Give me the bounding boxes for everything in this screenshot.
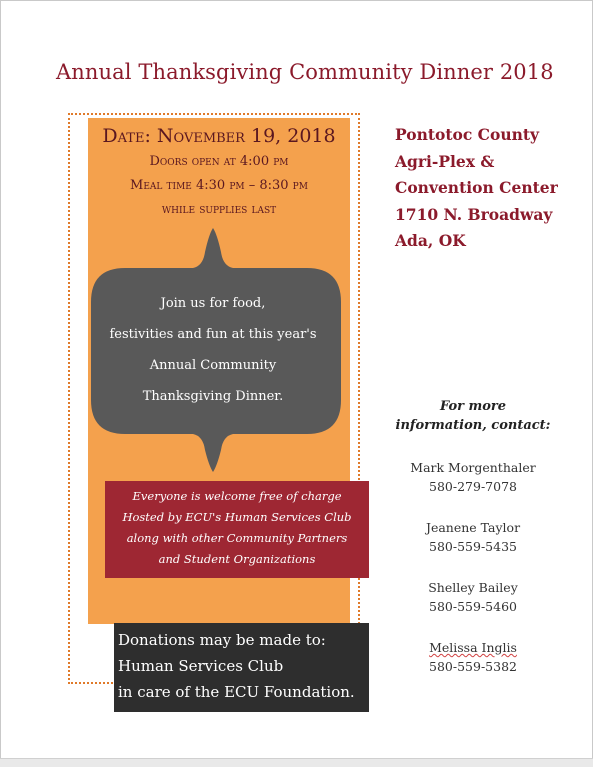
invitation-line: Annual Community — [149, 358, 277, 373]
contact-name: Mark Morgenthaler — [410, 460, 536, 475]
flyer-title: Annual Thanksgiving Community Dinner 2018 — [56, 60, 554, 84]
contact-name: Melissa Inglis — [429, 640, 517, 655]
contact-entry — [395, 638, 551, 676]
welcome-line: along with other Community Partners — [126, 531, 348, 545]
contact-phone: 580-559-5382 — [429, 659, 517, 674]
contact-entry — [395, 518, 551, 556]
venue-line: Agri-Plex & — [395, 151, 495, 171]
welcome-line: Everyone is welcome free of charge — [132, 489, 342, 503]
contact-phone: 580-559-5435 — [429, 539, 517, 554]
supplies-note: while supplies last — [161, 202, 277, 217]
event-date-block — [88, 122, 350, 222]
donations-line: in care of the ECU Foundation. — [118, 683, 355, 701]
venue-line: Convention Center — [395, 178, 558, 197]
contact-heading-line: For more — [439, 399, 507, 414]
welcome-line: and Student Organizations — [158, 552, 316, 566]
contact-entry — [395, 578, 551, 616]
contact-heading-line: information, contact: — [395, 418, 551, 433]
contact-heading — [395, 397, 551, 435]
donations-box — [114, 623, 369, 712]
venue-address — [395, 122, 585, 255]
contact-list — [395, 458, 551, 676]
contact-phone: 580-279-7078 — [429, 479, 517, 494]
page-bottom-edge — [0, 758, 593, 767]
invitation-line: Join us for food, — [160, 296, 266, 311]
venue-line: Pontotoc County — [395, 125, 540, 144]
contact-entry — [395, 458, 551, 496]
meal-time: Meal time 4:30 pm – 8:30 pm — [130, 178, 308, 193]
welcome-line: Hosted by ECU's Human Services Club — [122, 510, 352, 524]
contact-name: Jeanene Taylor — [425, 520, 521, 535]
event-date: Date: November 19, 2018 — [102, 125, 336, 147]
contact-phone: 580-559-5460 — [429, 599, 517, 614]
contact-name: Shelley Bailey — [428, 580, 518, 595]
invitation-text — [100, 288, 326, 412]
venue-line: Ada, OK — [395, 231, 466, 250]
donations-line: Human Services Club — [118, 657, 284, 675]
doors-open-time: Doors open at 4:00 pm — [149, 154, 289, 169]
welcome-box — [105, 481, 369, 578]
invitation-line: Thanksgiving Dinner. — [142, 389, 284, 404]
venue-line: 1710 N. Broadway — [395, 204, 553, 224]
donations-line: Donations may be made to: — [118, 631, 326, 649]
invitation-line: festivities and fun at this year's — [109, 327, 317, 342]
